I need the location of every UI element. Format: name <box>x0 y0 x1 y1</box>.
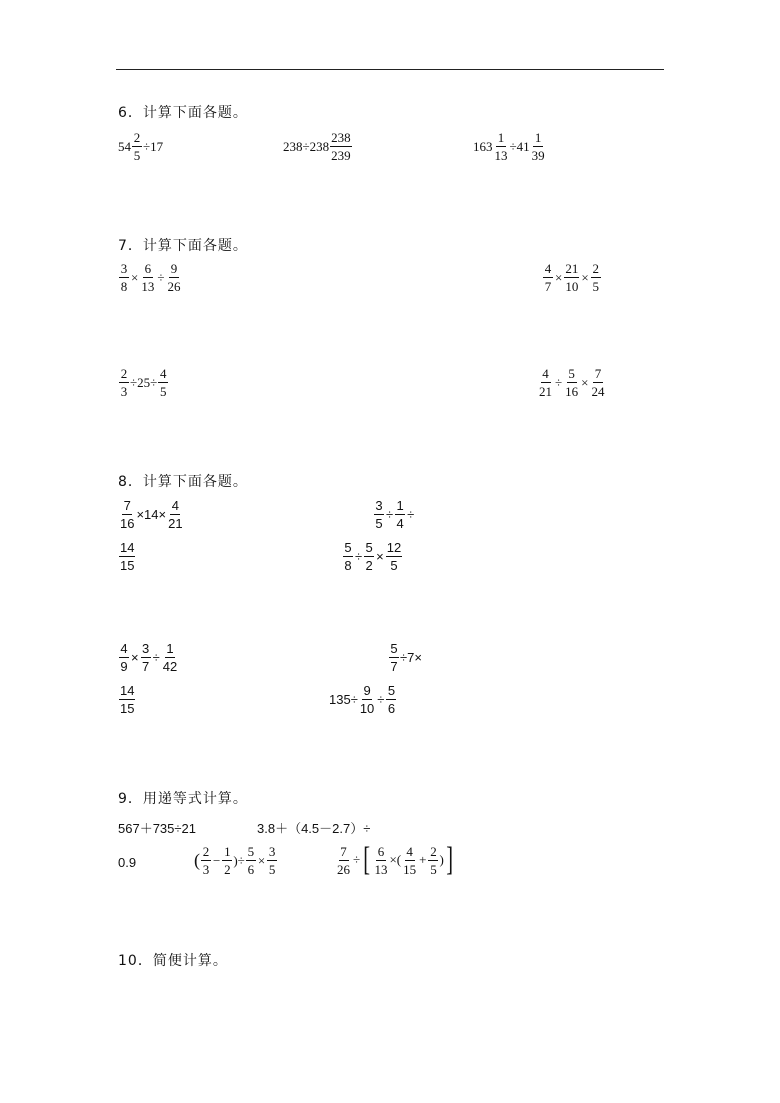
q9-title: 9．用递等式计算。 <box>118 791 248 807</box>
q8-e3-frac-1: $\frac{4}{9}$ <box>120 641 128 674</box>
q8-e1-mid: ×14× <box>136 507 167 522</box>
q7-expr-3 <box>118 367 169 398</box>
q7-e4-op-2: × <box>581 374 589 390</box>
q9-e3-op: × <box>257 852 266 868</box>
q7-e3-frac-2: $\frac{4}{5}$ <box>160 366 167 399</box>
q6-expr-2 <box>283 131 353 162</box>
q6-e2-pre: 238÷238 <box>283 138 330 154</box>
q9-e4-frac-4: $\frac{2}{5}$ <box>430 843 437 877</box>
q8-expr-3-line-2 <box>118 684 136 715</box>
q6-e3-fraction-2: $\frac{1}{39}$ <box>531 130 545 163</box>
q9-expr-2-cont: 0.9 <box>118 855 137 870</box>
q7-e4-op-1: ÷ <box>555 374 563 390</box>
q7-e2-op-2: × <box>581 269 589 285</box>
q8-e2-frac-2: $\frac{1}{4}$ <box>396 498 404 531</box>
q9-e4-frac-1: $\frac{7}{26}$ <box>337 843 350 877</box>
q6-expr-1 <box>118 131 163 162</box>
q8-e1-frac-2: $\frac{4}{21}$ <box>168 498 183 531</box>
q6-e3-fraction-1: $\frac{1}{13}$ <box>494 130 508 163</box>
q7-expr-1 <box>118 262 182 293</box>
q8-expr-3-line-1 <box>118 642 179 673</box>
q9-e3-minus: − <box>213 852 221 868</box>
q9-e4-left-bracket: [ <box>363 841 371 878</box>
q9-e3-rparen: )÷ <box>233 852 245 868</box>
q8-e4-mid: ÷7× <box>400 650 422 665</box>
q6-e3-whole: 163 <box>473 138 493 154</box>
q8-e2-frac-4: $\frac{5}{2}$ <box>365 540 373 573</box>
q7-e1-frac-2: $\frac{6}{13}$ <box>141 261 155 294</box>
q9-e4-right-bracket: ] <box>446 841 453 878</box>
q8-e3-op-1: × <box>131 650 139 665</box>
q9-e3-lparen: ( <box>194 850 200 870</box>
q8-e3-frac-4: $\frac{14}{15}$ <box>120 683 135 716</box>
q9-e4-frac-3: $\frac{4}{15}$ <box>403 843 417 877</box>
q7-e3-frac-1: $\frac{2}{3}$ <box>120 366 128 399</box>
q7-e1-frac-3: $\frac{9}{26}$ <box>167 261 181 294</box>
q8-e2-op-2: ÷ <box>407 507 415 522</box>
q8-e4-op-2: ÷ <box>377 692 385 707</box>
q8-expr-1-line-2 <box>118 541 136 572</box>
q8-e4-frac-3: $\frac{5}{6}$ <box>387 683 396 716</box>
q8-e2-op-1: ÷ <box>386 507 394 522</box>
q8-e4-frac-2: $\frac{9}{10}$ <box>359 683 375 716</box>
q7-expr-4 <box>537 367 606 398</box>
q9-e3-frac-3: $\frac{5}{6}$ <box>247 844 255 877</box>
q7-e1-frac-1: $\frac{3}{8}$ <box>120 261 128 294</box>
q7-title: 7．计算下面各题。 <box>118 238 248 254</box>
q6-e1-fraction: $\frac{2}{5}$ <box>133 130 141 163</box>
q7-e4-frac-1: $\frac{4}{21}$ <box>539 366 552 399</box>
q8-e1-frac-1: $\frac{7}{16}$ <box>120 498 135 531</box>
q8-title: 8．计算下面各题。 <box>118 474 248 490</box>
q8-expr-2-line-1 <box>373 499 415 530</box>
q9-e4-plus: + <box>419 852 427 867</box>
q9-expr-1: 567＋735÷21 <box>118 821 196 836</box>
q7-e4-frac-2: $\frac{5}{16}$ <box>565 366 579 399</box>
q8-e3-frac-2: $\frac{3}{7}$ <box>141 641 150 674</box>
q8-e2-frac-5: $\frac{12}{5}$ <box>386 540 402 573</box>
q9-e4-frac-2: $\frac{6}{13}$ <box>374 843 388 877</box>
q9-e4-op-2: ×( <box>389 852 402 867</box>
q6-title: 6．计算下面各题。 <box>118 105 248 121</box>
q9-e3-frac-1: $\frac{2}{3}$ <box>202 844 210 877</box>
q6-e1-whole: 54 <box>118 138 131 154</box>
q6-e1-rest: ÷17 <box>143 138 164 154</box>
q8-expr-4-line-1 <box>388 642 422 673</box>
q7-e4-frac-3: $\frac{7}{24}$ <box>591 366 605 399</box>
q8-expr-4-line-2 <box>329 684 397 715</box>
q8-expr-2-line-2 <box>342 541 403 572</box>
q7-e3-mid: ÷25÷ <box>130 374 158 390</box>
q9-expr-2: 3.8＋（4.5－2.7）÷ <box>257 821 371 836</box>
q6-expr-3 <box>473 131 547 162</box>
q9-e3-frac-4: $\frac{3}{5}$ <box>268 844 276 877</box>
q6-e3-mid: ÷41 <box>509 138 530 154</box>
header-rule <box>116 69 664 70</box>
q7-e1-op-2: ÷ <box>157 269 165 285</box>
q8-e4-pre: 135÷ <box>329 692 358 707</box>
q7-e2-frac-1: $\frac{4}{7}$ <box>544 261 552 294</box>
q8-e2-op-4: × <box>376 549 384 564</box>
q8-e4-frac-1: $\frac{5}{7}$ <box>390 641 398 674</box>
q9-e4-rparen: ) <box>439 852 444 867</box>
q8-expr-1-line-1 <box>118 499 185 530</box>
q9-e3-frac-2: $\frac{1}{2}$ <box>224 844 231 877</box>
q8-e3-op-2: ÷ <box>152 650 160 665</box>
q9-e4-op-1: ÷ <box>353 852 361 867</box>
q9-expr-3 <box>194 845 278 876</box>
q7-e2-op-1: × <box>555 269 563 285</box>
q8-e2-frac-1: $\frac{3}{5}$ <box>375 498 383 531</box>
q7-expr-2 <box>542 262 602 293</box>
q9-expr-4 <box>335 843 455 877</box>
q8-e3-frac-3: $\frac{1}{42}$ <box>162 641 178 674</box>
q10-title: 10．简便计算。 <box>118 953 228 969</box>
q6-e2-fraction: $\frac{238}{239}$ <box>331 130 351 163</box>
q7-e2-frac-2: $\frac{21}{10}$ <box>565 261 579 294</box>
q7-e2-frac-3: $\frac{2}{5}$ <box>592 261 599 294</box>
q8-e2-op-3: ÷ <box>355 549 363 564</box>
q8-e1-frac-3: $\frac{14}{15}$ <box>120 540 135 573</box>
q7-e1-op-1: × <box>131 269 139 285</box>
q8-e2-frac-3: $\frac{5}{8}$ <box>344 540 352 573</box>
